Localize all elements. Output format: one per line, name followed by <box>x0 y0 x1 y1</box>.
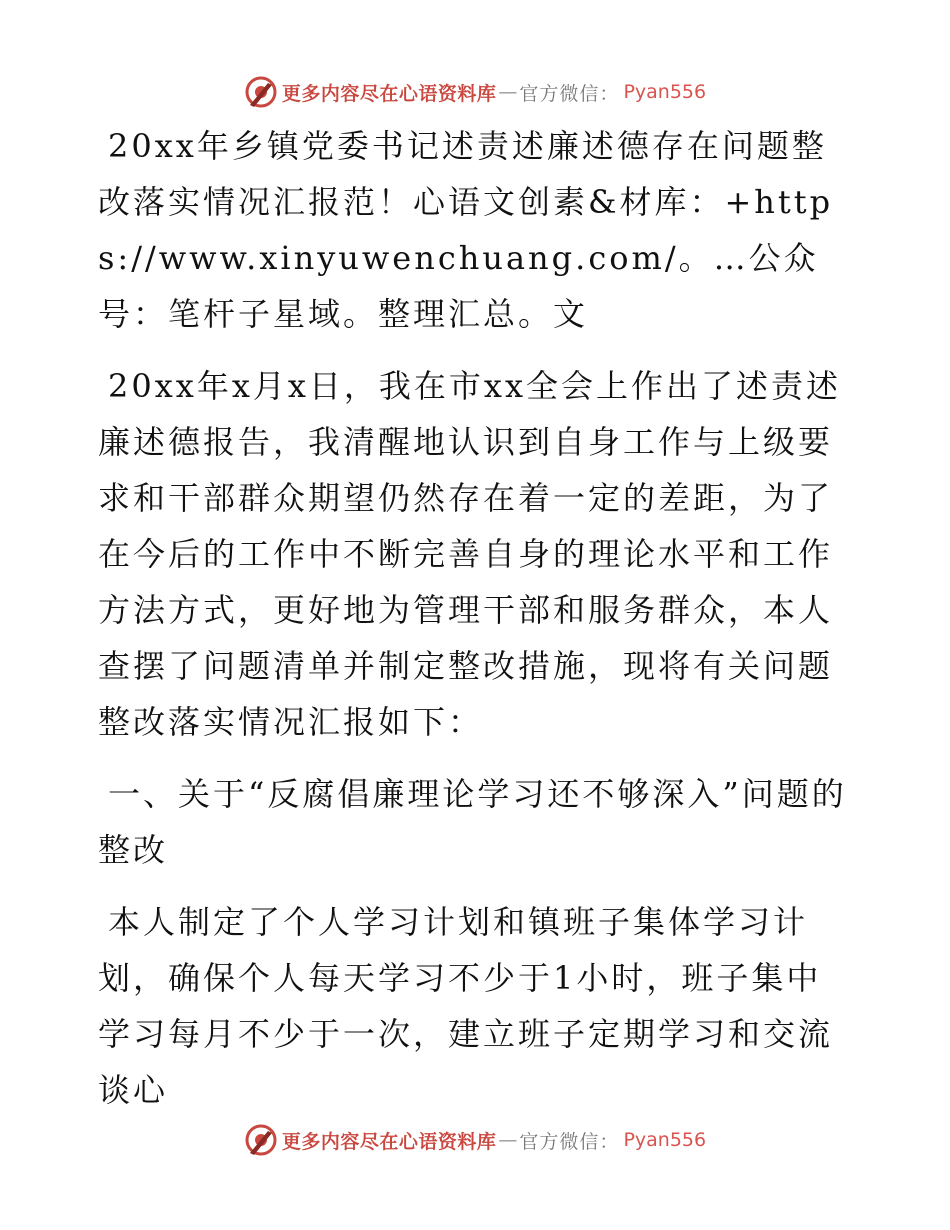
section-heading: 一、关于“反腐倡廉理论学习还不够深入”问题的整改 <box>98 775 847 869</box>
brand-logo-icon <box>244 1123 278 1157</box>
watermark-id: Pyan556 <box>623 1129 707 1151</box>
watermark-brand: 更多内容尽在心语资料库 <box>281 82 497 105</box>
watermark-footer <box>0 1120 950 1160</box>
paragraph-body: 本人制定了个人学习计划和镇班子集体学习计划，确保个人每天学习不少于1小时，班子集中学习每月不少于一次，建立班子定期学习和交流谈心 <box>98 903 834 1109</box>
paragraph-title: 20xx年乡镇党委书记述责述廉述德存在问题整改落实情况汇报范！心语文创素&材库：+https://www.xinyuwenchuang.com/。…公众号：笔杆子星域。整理汇总。文 <box>98 127 834 333</box>
brand-logo-icon <box>244 75 278 109</box>
watermark-brand: 更多内容尽在心语资料库 <box>281 1130 497 1153</box>
paragraph-intro: 20xx年x月x日，我在市xx全会上作出了述责述廉述德报告，我清醒地认识到自身工作与上级要求和干部群众期望仍然存在着一定的差距，为了在今后的工作中不断完善自身的理论水平和工作方法方式，更好地为管理干部和服务群众，本人查摆了问题清单并制定整改措施，现将有关问题整改落实情况汇报如下： <box>98 367 842 741</box>
watermark-dash: — <box>498 1129 518 1151</box>
watermark-id: Pyan556 <box>623 81 707 103</box>
watermark-header <box>0 72 950 112</box>
document-body <box>98 118 850 1134</box>
watermark-dash: — <box>498 81 518 103</box>
watermark-sub: 官方微信： <box>519 82 620 105</box>
watermark-sub: 官方微信： <box>519 1130 620 1153</box>
